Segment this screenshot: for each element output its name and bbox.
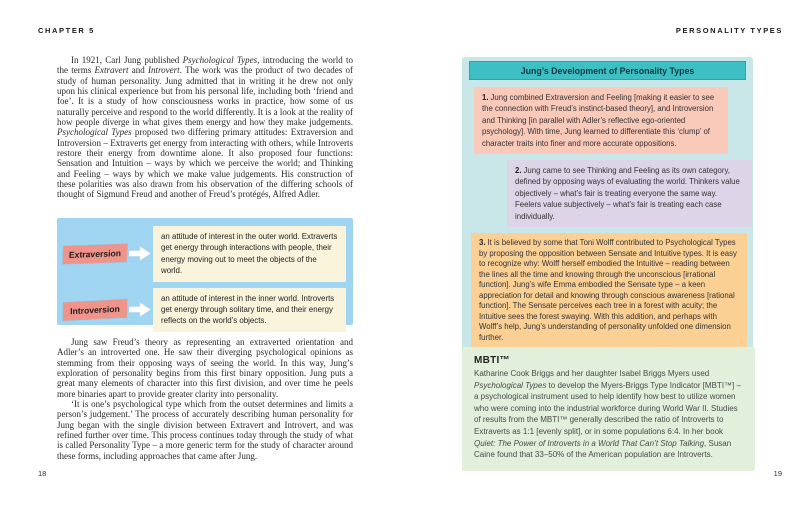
panel-title: Jung’s Development of Personality Types — [469, 61, 746, 80]
page-number-right: 19 — [773, 469, 782, 478]
item-text: Jung combined Extraversion and Feeling [making it easier to see the connection with Freud’s instinct-based theory], and Introversion and Thinking [in parallel with Adler’s reflective ego-oriented psychology]. With time, Jung learned to differentiate this ‘clump’ of character traits into finer and more accurate oppositions. — [482, 93, 715, 148]
mbti-box — [462, 347, 755, 471]
right-arrow-icon — [127, 302, 153, 317]
item-number: 2. — [515, 166, 522, 176]
freud-adler-paragraph: Jung saw Freud’s theory as representing an extraverted orientation and Adler’s an introverted one. He saw their diverging psychological opinions as stemming from their opposing ways of seeing the world. In this way, Jung’s exploration of personality begins from this first binary opposition. Jung puts a great many elements of character into this first division, and over time he peels more binaries apart to provide greater clarity into personality. — [57, 337, 353, 399]
introversion-description: an attitude of interest in the inner world. Introverts get energy through solitary time, and their energy reflects on the world’s objects. — [153, 288, 346, 332]
extraversion-row — [63, 226, 346, 282]
mbti-body-text: Katharine Cook Briggs and her daughter Isabel Briggs Myers used Psychological Types to develop the Myers-Briggs Type Indicator [MBTI™] – a psychological instrument used to help identify how best to utilize women who were coming into the industrial workforce during World War II. Studies of results from the MBTI™ generally described the ratio of Introverts to Extraverts as 1:1 [evenly split], or in some populations 6:4. In her book Quiet: The Power of Introverts in a World That Can’t Stop Talking, Susan Caine found that 33–50% of the American population are Introverts. — [474, 369, 741, 460]
intro-text-block — [57, 55, 353, 200]
item-text: Jung came to see Thinking and Feeling as its own category, defined by opposing ways of evaluating the world. Thinkers value objectively – what’s fair is treating everyone the same way. Feelers value subjectively – what’s fair is treating each case individually. — [515, 166, 740, 221]
panel-item-2 — [507, 160, 752, 227]
introversion-label: Introversion — [63, 299, 127, 320]
extraversion-description: an attitude of interest in the outer world. Extraverts get energy through interactions with people, their energy moving out to meet the objects of the world. — [153, 226, 346, 282]
extraversion-label: Extraversion — [63, 244, 128, 264]
section-running-head: PERSONALITY TYPES — [675, 26, 783, 35]
item-number: 3. — [479, 238, 486, 248]
chapter-running-head: CHAPTER 5 — [38, 26, 95, 35]
closing-text-block — [57, 337, 353, 461]
panel-item-3 — [471, 233, 747, 348]
mbti-heading: MBTI™ — [474, 355, 510, 366]
personality-type-paragraph: ‘It is one’s psychological type which from the outset determines and limits a person’s judgement.’ The process of accurately describing human personality for Jung began with the single division between Extravert and Introvert, and was refined further over time. This process continues today through the study of what is called Personality Type – a more generic term for the study of character around these forms, including approaches that came after Jung. — [57, 399, 353, 461]
panel-item-1 — [474, 87, 728, 154]
page-number-left: 18 — [38, 469, 47, 478]
introversion-row — [63, 288, 346, 332]
intro-paragraph: In 1921, Carl Jung published Psychological Types, introducing the world to the terms Extravert and Introvert. The work was the product of two decades of study of human personality. Jung admitted that in writing it he drew not only upon his clinical experience but from his personal life, including both ‘friend and foe’. It is a study of how consciousness works in practice, how some of us naturally perceive and respond to the world differently. It is a look at the reality of how people diverge in what gives them energy and how they make judgements. Psychological Types proposed two differing primary attitudes: Extraversion and Introversion – Extraverts get energy from interacting with others, while Introverts restore their energy from downtime alone. It also proposed four functions: Sensation and Intuition – ways by which we perceive the world; and Thinking and Feeling – ways by which we make value judgements. His construction of these polarities was also drawn from his observation of the differing schools of thought of Sigmund Freud and another of Freud’s protégés, Alfred Adler. — [57, 55, 353, 200]
item-text: It is believed by some that Toni Wolff contributed to Psychological Types by proposing the opposition between Sensate and Intuitive types. It is easy to recognize why: Wolff herself embodied the Intuitive – reading between the lines all the time and knowing through the unconscious [irrational function]. Jung’s wife Emma embodied the Sensate type – a keen appreciation for detail and knowing through conscious awareness [rational function]. The Sensate perceives each tree in a forest with acuity; the Intuitive sees the forest swaying. With this addition, and perhaps with Wolff’s help, Jung’s understanding of personality unfolded one dimension further. — [479, 238, 737, 342]
item-number: 1. — [482, 93, 489, 102]
right-arrow-icon — [127, 246, 153, 261]
page-right — [405, 0, 810, 506]
attitudes-panel — [57, 218, 353, 325]
jung-development-panel — [462, 57, 753, 358]
